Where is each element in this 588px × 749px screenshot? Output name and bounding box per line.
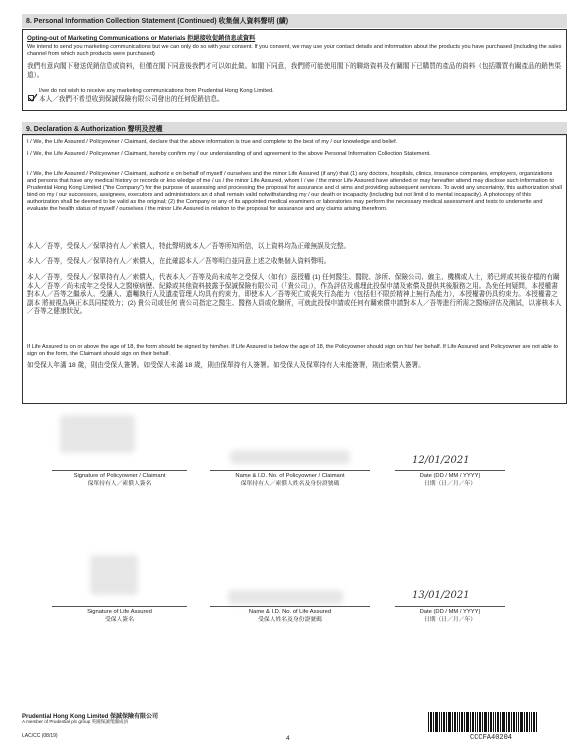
life-assured-name-redacted (228, 590, 343, 604)
declaration-zh2: 本人／吾等，受保人／保單持有人／索償人，在此確認本人／吾等明白並同意上述之收集個人資料聲明。 (27, 258, 331, 265)
signature-line-policyowner (52, 470, 187, 471)
barcode (428, 712, 566, 732)
declaration-zh1: 本人／吾等，受保人／保單持有人／索償人，特此聲明就本人／吾等所知所信，以上資料均為正確無誤及完整。 (27, 243, 351, 250)
declaration-p1: I / We, the Life Assured / Policyowner / Claimant, declare that the above information is true and complete to the best of my / our knowledge and belief. (27, 139, 398, 145)
life-assured-signature-redacted (90, 555, 138, 595)
section-9-header: 9. Declaration & Authorization 聲明及授權 (22, 122, 567, 136)
opt-out-box (22, 29, 567, 111)
declaration-box (22, 134, 567, 404)
life-assured-signature-caption: Signature of Life Assured 受保人簽名 (87, 609, 152, 623)
declaration-p2: I / We, the Life Assured / Policyowner / Claimant, hereby confirm my / our understanding of and agreement to the above Personal Information Collection Statement. (27, 151, 431, 157)
date-caption-2: Date (DD / MM / YYYY) 日期（日／月／年） (419, 609, 481, 623)
declaration-p3: I / We, the Life Assured / Policyowner / Claimant, authoriz e on behalf of myself / ourselves and the minor Life Assured (if any) that (1) any doctors, hospitals, clinics, insurance companies, employers, organizations and persons that have any medical history or records or kno wledge of me / us / the minor Life Assured, whom I / we / the minor Life Assured have attended or may hereafter attend may disclose such information to Prudential Hong Kong Limited ("the Company") for the purpose of assessing and processing the proposal for assurance and cl aims and providing subsequent services. To avoid any uncertainty, this authorization shall bind on my / our successors, assignees, executors and administrators an d shall remain valid notwithstanding my / our death or incapacity (including but not limit d to mental incapacity). A photocopy of this authorization shall be deemed to be valid as the original; (2) the Company or any of its appointed medical examiners or laboratories may perform the necessary medical assessment and tests to underwrite and evaluate the health status of myself / ourselves / the minor Life Assured in relation to the proposal for assurance and any claims arising therefrom. (27, 171, 562, 212)
policyowner-date-handwritten: 12/01/2021 (412, 455, 470, 466)
policyowner-signature-redacted (60, 415, 135, 453)
opt-out-checkbox[interactable] (28, 95, 34, 101)
signature-line-name-life-assured (210, 606, 370, 607)
checkmark-icon (28, 93, 38, 103)
life-assured-date-handwritten: 13/01/2021 (412, 590, 470, 601)
signature-line-name-policyowner (210, 470, 370, 471)
declaration-zh3: 本人／吾等，受保人／保單持有人／索償人，代表本人／吾等及尚未成年之受保人（如有）茲授權 (1) 任何醫生、醫院、診所、保險公司、僱主、機構或人士，將已經或其後存檔的有關本人／吾等／尚未成年之受保人之醫療病歷、紀錄或其他資料披露予保誠保險有限公司（「貴公司」），作為評估及處理此投保申請及索償及提供其後服務之用。為免任何疑問，本授權書對本人／吾等之繼承人、受讓人、遺囑執行人及遺產管理人均具有約束力，即使本人／吾等死亡或喪失行為能力（包括但不限於精神上無行為能力），本授權書仍具約束力。本授權書之副本 將被視為與正本具同樣效力；(2) 貴公司或任何 貴公司指定之醫生、醫務人員或化驗所，可就此投保申請或任何有關索償申請對本人／吾等進行所需之醫療評估及測試，以審核本人／吾等之健康狀況。 (27, 274, 562, 316)
policyowner-name-caption: Name & I.D. No. of Policyowner / Claimant 保單持有人／索償人姓名及身份證號碼 (235, 473, 345, 487)
declaration-p4: If Life Assured is on or above the age of 18, the form should be signed by him/her. If Life Assured is below the age of 18, the Policyowner should sign on his/ her behalf. If Life Assured and Policyowner are not able to sign on the form, the Claimant should sign on their behalf. (27, 344, 559, 357)
signature-line-life-assured (52, 606, 187, 607)
footer-company: Prudential Hong Kong Limited 保誠保險有限公司 (22, 714, 158, 720)
life-assured-name-caption: Name & I.D. No. of Life Assured 受保人姓名及身份證號碼 (248, 609, 332, 623)
policyowner-signature-caption: Signature of Policyowner / Claimant 保單持有人／索償人簽名 (73, 473, 166, 487)
declaration-zh4: 如受保人年滿 18 歲，則由受保人簽署。如受保人未滿 18 歲，則由保單持有人簽署。如受保人及保單持有人未能簽署，則由索償人簽署。 (27, 362, 425, 369)
opt-out-checkbox-label-en: I/we do not wish to receive any marketing communications from Prudential Hong Kong Limited. (39, 88, 274, 94)
page-number: 4 (286, 735, 290, 742)
footer-subline: A member of Prudential plc group 英國保誠集團成員 (22, 719, 129, 724)
opt-out-text-en: We intend to send you marketing communications but we can only do so with your consent. If you consent, we may use your contact details and information about the products you have purchased (including the sales channel from which such products were purchased) (27, 44, 562, 57)
signature-line-date-2 (395, 606, 505, 607)
signature-line-date-1 (395, 470, 505, 471)
opt-out-text-zh: 我們有意向閣下發送促銷信息或資料，但僅在閣下同意後我們才可以如此做。如閣下同意，我們將可能使用閣下的聯絡資料及有關閣下已購買的產品的資料（包括購買有關產品的銷售渠道）。 (27, 63, 562, 79)
policyowner-name-redacted (230, 450, 350, 464)
section-8-header: 8. Personal Information Collection Statement (Continued) 收集個人資料聲明 (續) (22, 14, 567, 28)
date-caption-1: Date (DD / MM / YYYY) 日期（日／月／年） (419, 473, 481, 487)
barcode-text: CCCFA40204 (470, 734, 513, 742)
opt-out-title: Opting-out of Marketing Communications or Materials 拒絕接收促銷信息或資料 (27, 35, 256, 42)
footer-form-code: LAC/CC (08/19) (22, 733, 58, 739)
opt-out-checkbox-label-zh: 本人／我們不希望收到保誠保險有限公司發出的任何促銷信息。 (39, 96, 224, 103)
